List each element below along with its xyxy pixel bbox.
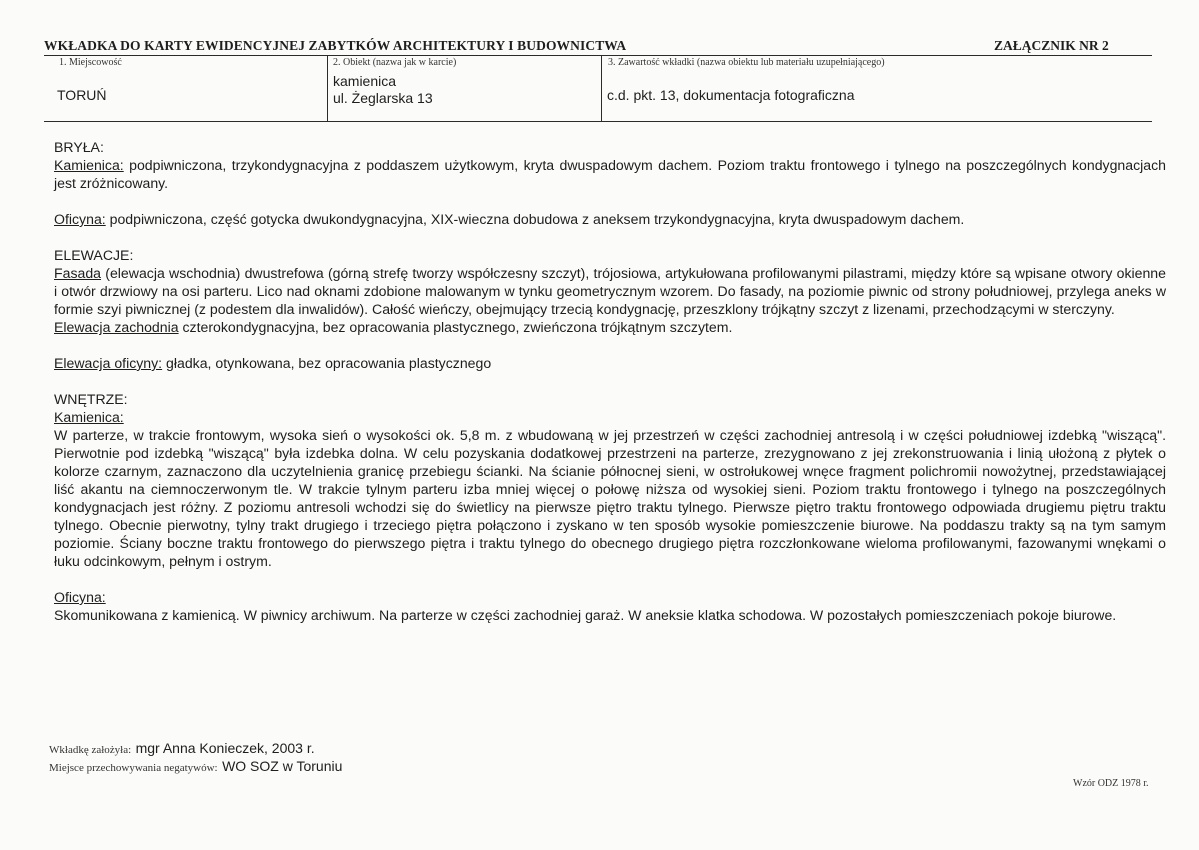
wnetrze-oficyna-label: Oficyna: <box>54 589 106 605</box>
elewacja-oficyny-label: Elewacja oficyny: <box>54 355 163 371</box>
kamienica-label: Kamienica: <box>54 157 124 173</box>
annex-number: ZAŁĄCZNIK NR 2 <box>994 38 1109 53</box>
form-title: WKŁADKA DO KARTY EWIDENCYJNEJ ZABYTKÓW ARCHITEKTURY I BUDOWNICTWA <box>44 38 627 53</box>
bryla-oficyna <box>54 210 1166 228</box>
elewacja-zachodnia-label: Elewacja zachodnia <box>54 319 179 335</box>
author-label: Wkładkę założyła: <box>49 744 132 756</box>
fasada-text: (elewacja wschodnia) dwustrefowa (górną strefę tworzy współczesny szczyt), trójosiowa, artykułowana profilowanymi pilastrami, między które są wpisane otwory okienne i otwór drzwiowy na osi parteru. Lico nad oknami zdobione malowanym w tynku geometrycznym wzorem. Do fasady, na poziomie piwnic od strony południowej, przylega aneks w formie szyi piwnicznej (z podestem dla inwalidów). Całość wieńczy, obejmujący trzecią kondygnację, przeszklony trójkątny szczyt z lizenami, przechodzącymi w sterczyny. <box>54 265 1166 317</box>
wnetrze-kamienica-text: W parterze, w trakcie frontowym, wysoka sień o wysokości ok. 5,8 m. z wbudowaną w jej przestrzeń w części zachodniej antresolą i w części południowej izdebką "wiszącą". Pierwotnie pod izdebką "wiszącą" była izdebka dolna. W celu pozyskania dodatkowej przestrzeni na parterze, zrezygnowano z jej zrekonstruowania i linią ułożoną z płytek o kolorze czarnym, zaznaczono dla uczytelnienia granicę przebiegu ścianki. Na ścianie północnej sieni, w ostrołukowej wnęce fragment polichromii nowożytnej, przedstawiającej liść akantu na ciemnoczerwonym tle. W trakcie tylnym parteru izba mniej więcej o połowę niższa od wysokiej sieni. Poziom traktu frontowego i tylnego na poszczególnych kondygnacjach jest różny. Z poziomu antresoli wchodzi się do świetlicy na pierwsze piętro traktu tylnego. Pierwsze piętro traktu frontowego odpowiada drugiemu piętru traktu tylnego. Obecnie pierwotny, tylny trakt drugiego i trzeciego piętra połączono i zyskano w ten sposób wysokie pomieszczenie biurowe. Na poddaszu trakty są na tym samym poziomie. Ściany boczne traktu frontowego do pierwszego piętra i traktu tylnego do obecnego drugiego piętra rozczłonkowane wieloma profilowanymi, fazowanymi wnękami o łuku odcinkowym, pełnym i ostrym. <box>54 427 1166 569</box>
kamienica-text: podpiwniczona, trzykondygnacyjna z poddaszem użytkowym, kryta dwuspadowym dachem. Poziom traktu frontowego i tylnego na poszczególnych kondygnacjach jest zróżnicowany. <box>54 157 1166 191</box>
storage-label: Miejsce przechowywania negatywów: <box>49 762 218 774</box>
field-divider-2 <box>601 55 602 121</box>
wnetrze-oficyna-text: Skomunikowana z kamienicą. W piwnicy archiwum. Na parterze w części zachodniej garaż. W aneksie klatka schodowa. W pozostałych pomieszczeniach pokoje biurowe. <box>54 607 1117 623</box>
wnetrze-heading: WNĘTRZE: <box>54 391 128 407</box>
place-value: TORUŃ <box>57 87 107 103</box>
fasada-paragraph <box>54 264 1166 318</box>
object-value-line1: kamienica <box>333 73 397 89</box>
elewacja-zachodnia-paragraph <box>54 318 1166 336</box>
bryla-heading: BRYŁA: <box>54 139 104 155</box>
storage-line <box>49 758 342 776</box>
object-label: 2. Obiekt (nazwa jak w karcie) <box>333 57 457 68</box>
oficyna-text: podpiwniczona, część gotycka dwukondygnacyjna, XIX-wieczna dobudowa z aneksem trzykondygnacyjna, kryta dwuspadowym dachem. <box>105 211 965 227</box>
oficyna-label: Oficyna: <box>54 211 106 227</box>
fasada-label: Fasada <box>54 265 102 281</box>
contents-value: c.d. pkt. 13, dokumentacja fotograficzna <box>607 87 855 103</box>
bryla-kamienica <box>54 156 1166 192</box>
wnetrze-kamienica-label: Kamienica: <box>54 409 124 425</box>
field-divider-1 <box>327 55 328 121</box>
author-line <box>49 740 315 758</box>
elewacja-zachodnia-text: czterokondygnacyjna, bez opracowania plastycznego, zwieńczona trójkątnym szczytem. <box>178 319 733 335</box>
header-top-rule <box>44 55 1152 56</box>
elewacja-oficyny-text: gładka, otynkowana, bez opracowania plastycznego <box>162 355 492 371</box>
place-label: 1. Miejscowość <box>59 57 122 68</box>
elewacje-heading: ELEWACJE: <box>54 247 134 263</box>
elewacja-oficyny-paragraph <box>54 354 1166 372</box>
template-note: Wzór ODZ 1978 r. <box>1073 778 1149 789</box>
storage-value: WO SOZ w Toruniu <box>222 758 343 774</box>
author-value: mgr Anna Konieczek, 2003 r. <box>135 740 315 756</box>
description-body <box>54 138 1166 624</box>
object-value-line2: ul. Żeglarska 13 <box>333 90 433 106</box>
header-bottom-rule <box>44 121 1152 122</box>
contents-label: 3. Zawartość wkładki (nazwa obiektu lub materiału uzupełniającego) <box>608 57 885 68</box>
